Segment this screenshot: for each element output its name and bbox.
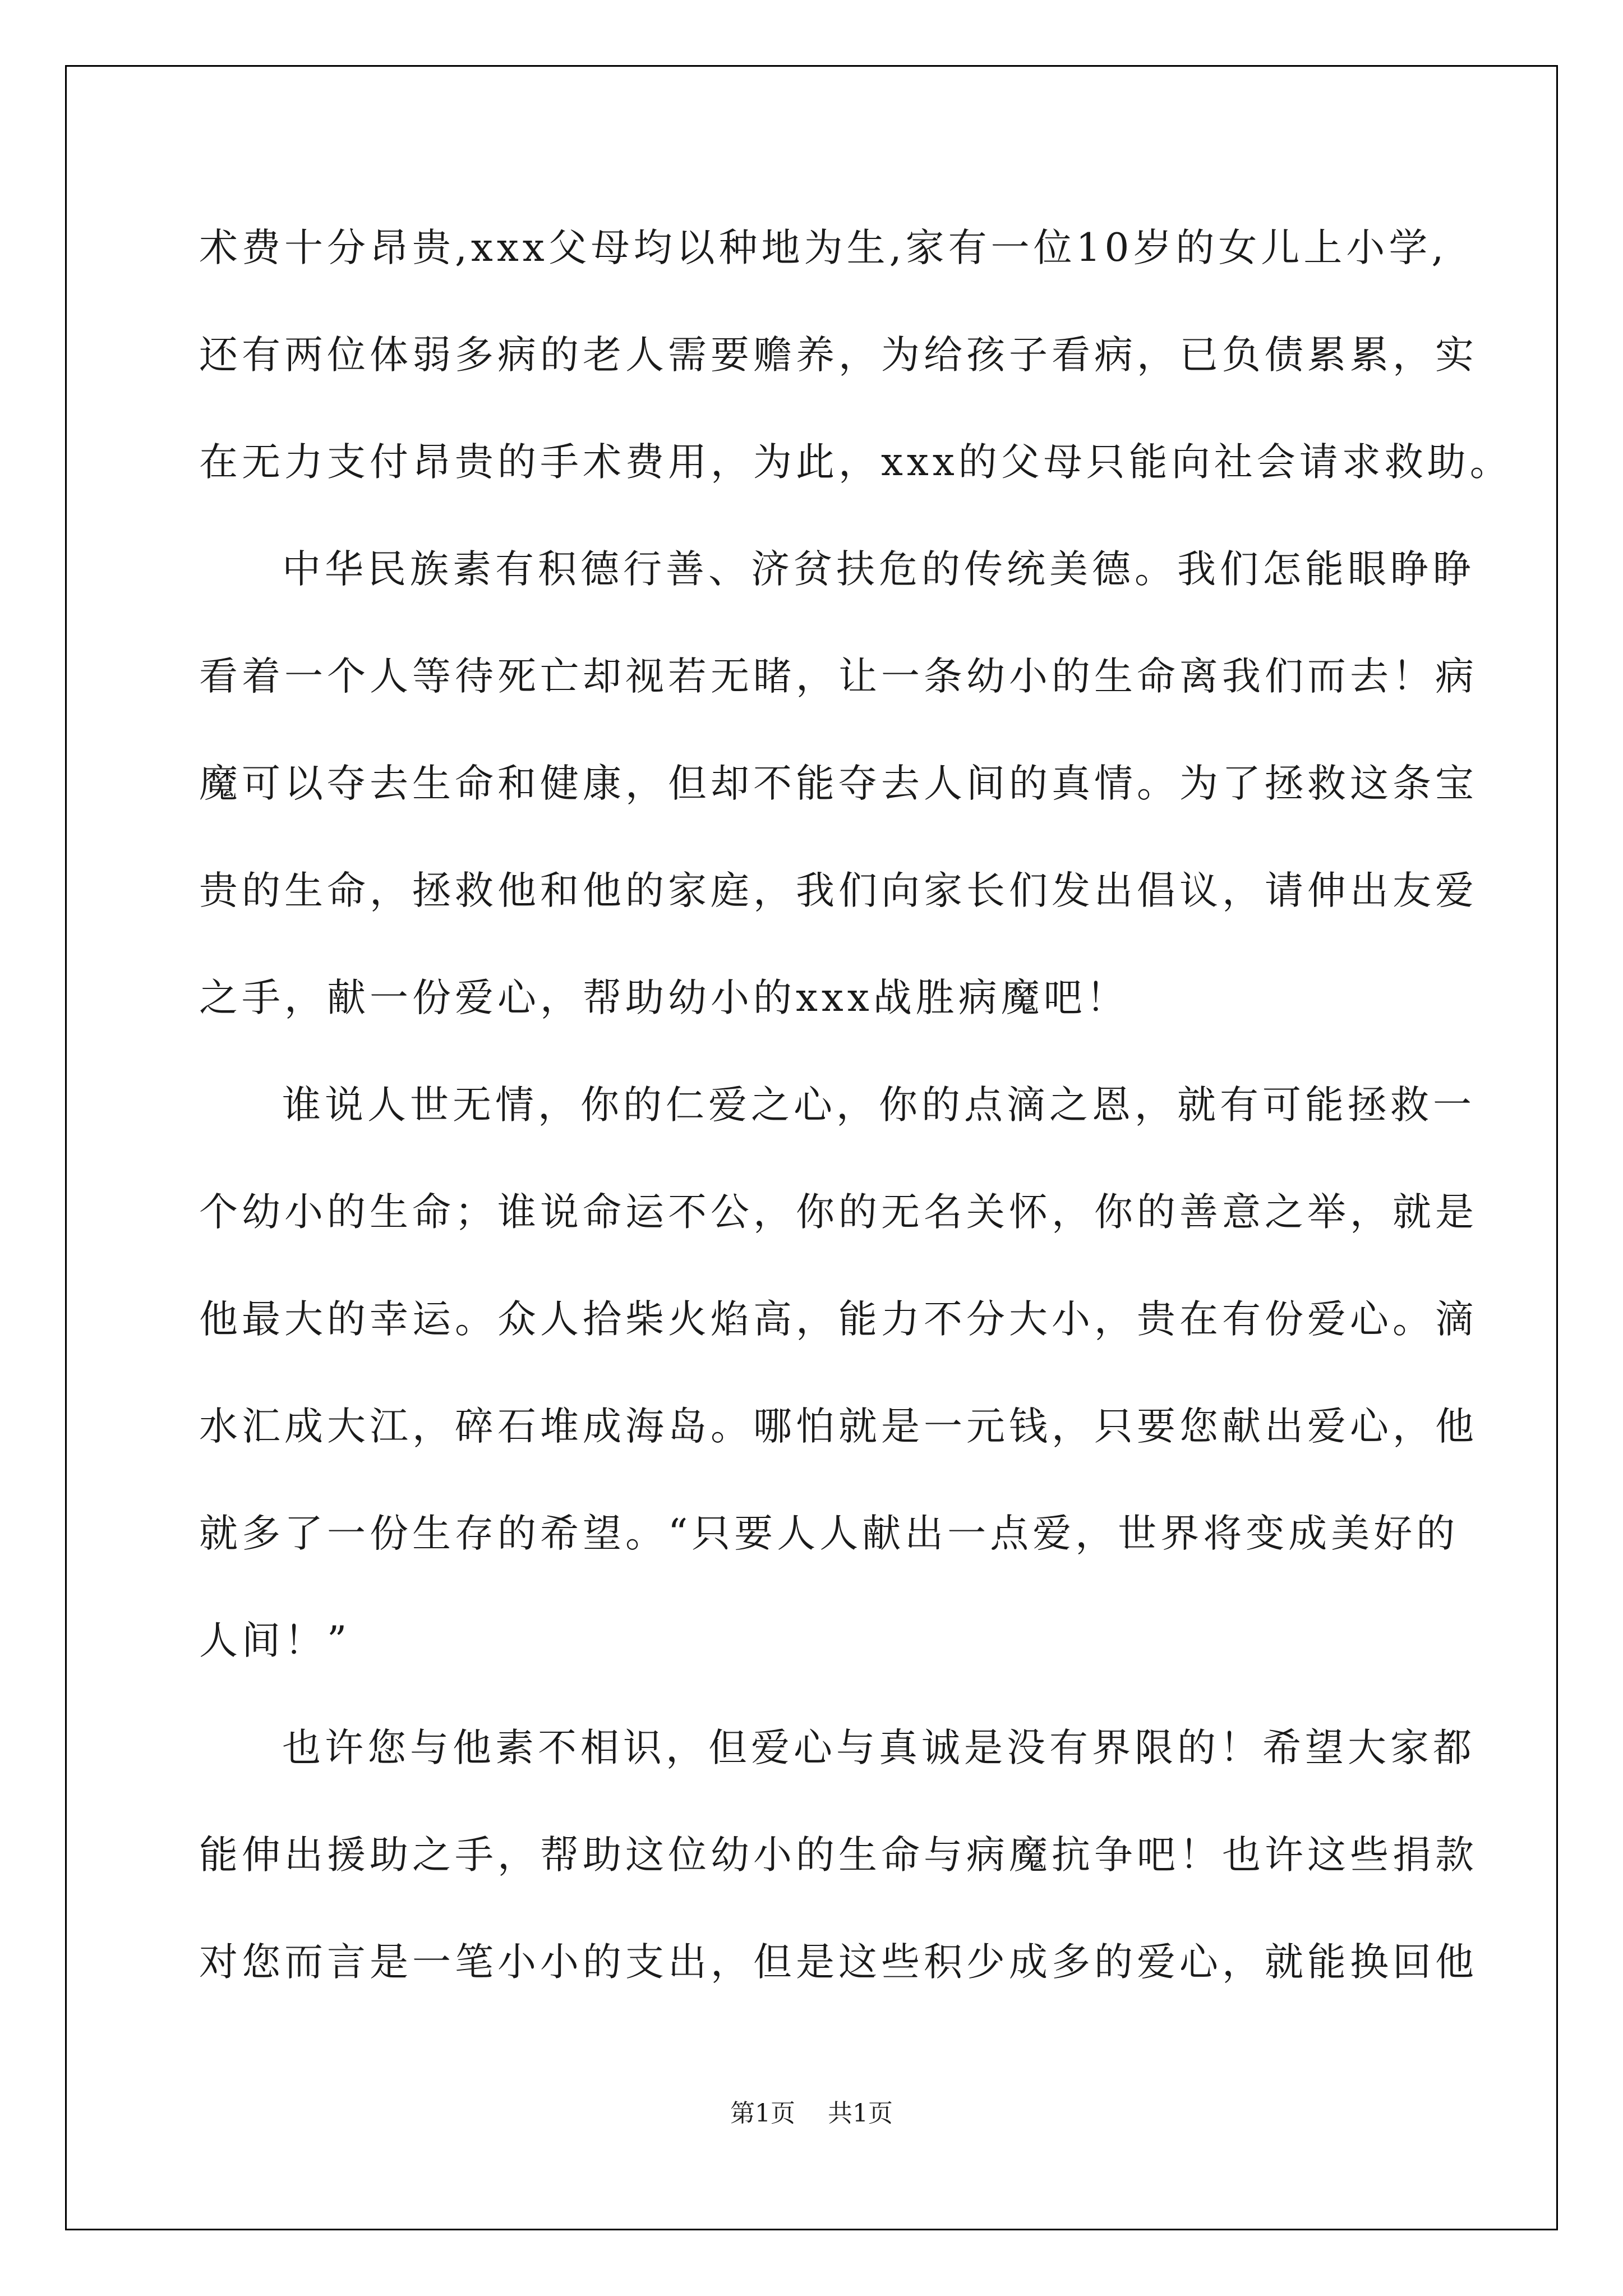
page-number-current: 第1页 [730, 2099, 795, 2128]
paragraph [199, 215, 1513, 536]
text-line: 人间！” [199, 1618, 351, 1663]
page-number-total: 共1页 [828, 2099, 893, 2128]
text-line: 在无力支付昂贵的手术费用，为此，xxx的父母只能向社会请求救助。 [199, 440, 1513, 485]
text-line: 魔可以夺去生命和健康，但却不能夺去人间的真情。为了拯救这条宝 [199, 761, 1478, 806]
document-body [199, 215, 1513, 2036]
text-line: 术费十分昂贵,xxx父母均以种地为生,家有一位10岁的女儿上小学, [199, 226, 1448, 270]
text-line: 水汇成大江，碎石堆成海岛。哪怕就是一元钱，只要您献出爱心，他 [199, 1404, 1478, 1449]
paragraph [199, 1715, 1478, 2036]
text-line: 就多了一份生存的希望。“只要人人献出一点爱，世界将变成美好的 [199, 1511, 1459, 1556]
text-line: 看着一个人等待死亡却视若无睹，让一条幼小的生命离我们而去！病 [199, 654, 1478, 699]
text-line: 贵的生命，拯救他和他的家庭，我们向家长们发出倡议，请伸出友爱 [199, 868, 1478, 913]
text-line: 谁说人世无情，你的仁爱之心，你的点滴之恩，就有可能拯救一 [282, 1083, 1476, 1128]
paragraph [199, 536, 1478, 1072]
text-line: 还有两位体弱多病的老人需要赡养，为给孩子看病，已负债累累，实 [199, 333, 1478, 378]
text-line: 个幼小的生命；谁说命运不公，你的无名关怀，你的善意之举，就是 [199, 1190, 1478, 1235]
text-line: 他最大的幸运。众人拾柴火焰高，能力不分大小，贵在有份爱心。滴 [199, 1297, 1478, 1342]
text-line: 中华民族素有积德行善、济贫扶危的传统美德。我们怎能眼睁睁 [282, 547, 1476, 592]
text-line: 能伸出援助之手，帮助这位幼小的生命与病魔抗争吧！也许这些捐款 [199, 1833, 1478, 1878]
paragraph [199, 1072, 1478, 1715]
text-line: 之手，献一份爱心，帮助幼小的xxx战胜病魔吧！ [199, 976, 1129, 1020]
text-line: 对您而言是一笔小小的支出，但是这些积少成多的爱心，就能换回他 [199, 1940, 1478, 1985]
page-footer [0, 2093, 1623, 2129]
text-line: 也许您与他素不相识，但爱心与真诚是没有界限的！希望大家都 [282, 1726, 1476, 1770]
